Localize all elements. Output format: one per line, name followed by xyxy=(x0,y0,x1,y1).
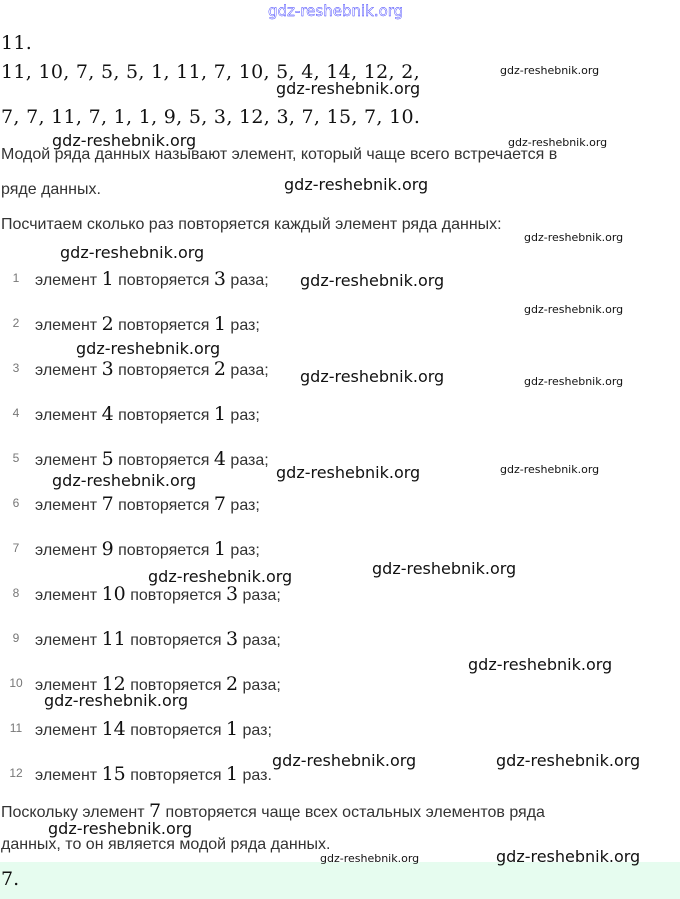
element-value: 3 xyxy=(101,358,114,380)
item-verb: повторяется xyxy=(113,452,214,469)
item-label: элемент xyxy=(35,407,102,424)
element-value: 12 xyxy=(101,673,126,695)
item-label: элемент xyxy=(35,542,102,559)
watermark: gdz-reshebnik.org xyxy=(372,559,517,578)
site-watermark-header: gdz-reshebnik.org xyxy=(268,2,404,20)
list-item-text xyxy=(35,763,272,785)
count-value: 7 xyxy=(213,493,226,515)
list-item-number: 7 xyxy=(12,541,20,555)
item-label: элемент xyxy=(35,722,102,739)
watermark: gdz-reshebnik.org xyxy=(300,367,445,386)
item-suffix: раз. xyxy=(238,767,272,784)
item-label: элемент xyxy=(35,767,102,784)
item-verb: повторяется xyxy=(125,632,226,649)
mode-definition-line-1: Модой ряда данных называют элемент, который чаще всего встречается в xyxy=(1,146,558,163)
item-suffix: раз; xyxy=(225,407,260,424)
item-verb: повторяется xyxy=(113,542,214,559)
list-item-text xyxy=(35,313,260,335)
list-item-number: 4 xyxy=(12,406,20,420)
element-value: 11 xyxy=(101,628,126,650)
watermark: gdz-reshebnik.org xyxy=(524,375,624,388)
watermark: gdz-reshebnik.org xyxy=(524,231,624,244)
list-item xyxy=(0,626,440,650)
mode-value: 7 xyxy=(148,800,162,822)
list-item xyxy=(0,491,440,515)
item-suffix: раза; xyxy=(238,587,281,604)
item-verb: повторяется xyxy=(113,407,214,424)
list-item-text xyxy=(35,493,260,515)
item-suffix: раз; xyxy=(225,542,260,559)
item-verb: повторяется xyxy=(113,317,214,334)
count-value: 4 xyxy=(213,448,226,470)
count-value: 2 xyxy=(225,673,239,695)
count-intro: Посчитаем сколько раз повторяется каждый элемент ряда данных: xyxy=(1,216,502,233)
conclusion-text-start: Поскольку элемент xyxy=(1,804,149,821)
watermark: gdz-reshebnik.org xyxy=(496,751,641,770)
item-suffix: раза; xyxy=(225,452,269,469)
list-item-number: 9 xyxy=(12,631,20,645)
element-value: 15 xyxy=(101,763,126,785)
count-value: 1 xyxy=(225,718,239,740)
watermark: gdz-reshebnik.org xyxy=(496,847,641,866)
list-item-number: 11 xyxy=(9,721,23,735)
item-suffix: раза; xyxy=(225,272,269,289)
list-item xyxy=(0,311,440,335)
element-value: 9 xyxy=(101,538,114,560)
element-value: 2 xyxy=(101,313,114,335)
watermark: gdz-reshebnik.org xyxy=(52,131,197,150)
watermark: gdz-reshebnik.org xyxy=(272,751,417,770)
item-label: элемент xyxy=(35,272,102,289)
watermark: gdz-reshebnik.org xyxy=(148,567,293,586)
item-verb: повторяется xyxy=(125,587,226,604)
task-number: 11. xyxy=(1,32,33,54)
list-item-text xyxy=(35,268,269,290)
item-verb: повторяется xyxy=(125,767,226,784)
item-suffix: раз; xyxy=(225,317,260,334)
list-item-number: 12 xyxy=(9,766,23,780)
watermark: gdz-reshebnik.org xyxy=(44,691,189,710)
item-suffix: раза; xyxy=(225,362,269,379)
count-value: 1 xyxy=(225,763,239,785)
mode-definition-line-2: ряде данных. xyxy=(1,181,101,198)
item-verb: повторяется xyxy=(113,497,214,514)
item-label: элемент xyxy=(35,587,102,604)
item-label: элемент xyxy=(35,317,102,334)
list-item-number: 8 xyxy=(12,586,20,600)
watermark: gdz-reshebnik.org xyxy=(300,271,445,290)
data-series-line-1: 11, 10, 7, 5, 5, 1, 11, 7, 10, 5, 4, 14, 12, 2, xyxy=(1,61,420,83)
watermark: gdz-reshebnik.org xyxy=(468,655,613,674)
list-item-text xyxy=(35,403,260,425)
list-item-number: 3 xyxy=(12,361,20,375)
watermark: gdz-reshebnik.org xyxy=(320,852,420,865)
item-suffix: раз; xyxy=(225,497,260,514)
count-value: 3 xyxy=(225,628,239,650)
answer-panel xyxy=(0,862,680,899)
element-value: 5 xyxy=(101,448,114,470)
list-item xyxy=(0,401,440,425)
watermark: gdz-reshebnik.org xyxy=(48,819,193,838)
list-item-text xyxy=(35,583,281,605)
count-value: 1 xyxy=(213,403,226,425)
list-item-number: 2 xyxy=(12,316,20,330)
watermark: gdz-reshebnik.org xyxy=(76,339,221,358)
count-value: 3 xyxy=(225,583,239,605)
item-label: элемент xyxy=(35,497,102,514)
element-value: 4 xyxy=(101,403,114,425)
list-item-number: 5 xyxy=(12,451,20,465)
list-item xyxy=(0,716,440,740)
item-label: элемент xyxy=(35,452,102,469)
item-label: элемент xyxy=(35,362,102,379)
item-suffix: раза; xyxy=(238,632,281,649)
watermark: gdz-reshebnik.org xyxy=(52,471,197,490)
count-value: 2 xyxy=(213,358,226,380)
watermark: gdz-reshebnik.org xyxy=(500,64,600,77)
watermark: gdz-reshebnik.org xyxy=(284,175,429,194)
watermark: gdz-reshebnik.org xyxy=(60,243,205,262)
element-value: 7 xyxy=(101,493,114,515)
list-item-number: 1 xyxy=(12,271,20,285)
item-verb: повторяется xyxy=(125,677,226,694)
watermark: gdz-reshebnik.org xyxy=(508,136,608,149)
list-item-text xyxy=(35,538,260,560)
answer-value: 7. xyxy=(1,868,20,890)
item-label: элемент xyxy=(35,632,102,649)
item-suffix: раз; xyxy=(238,722,272,739)
watermark: gdz-reshebnik.org xyxy=(524,303,624,316)
list-item xyxy=(0,536,440,560)
watermark: gdz-reshebnik.org xyxy=(276,79,421,98)
item-suffix: раза; xyxy=(238,677,281,694)
list-item-number: 10 xyxy=(9,676,23,690)
count-value: 1 xyxy=(213,313,226,335)
watermark: gdz-reshebnik.org xyxy=(500,463,600,476)
watermark: gdz-reshebnik.org xyxy=(276,463,421,482)
item-label: элемент xyxy=(35,677,102,694)
item-verb: повторяется xyxy=(125,722,226,739)
data-series-line-2: 7, 7, 11, 7, 1, 1, 9, 5, 3, 12, 3, 7, 15, 7, 10. xyxy=(1,106,421,128)
list-item-text xyxy=(35,358,269,380)
list-item-number: 6 xyxy=(12,496,20,510)
item-verb: повторяется xyxy=(113,362,214,379)
element-value: 14 xyxy=(101,718,126,740)
count-value: 1 xyxy=(213,538,226,560)
element-value: 1 xyxy=(101,268,114,290)
list-item-text xyxy=(35,448,269,470)
item-verb: повторяется xyxy=(113,272,214,289)
list-item-text xyxy=(35,628,281,650)
conclusion-line-2: данных, то он является модой ряда данных. xyxy=(1,836,331,853)
element-value: 10 xyxy=(101,583,126,605)
list-item-text xyxy=(35,718,272,740)
count-value: 3 xyxy=(213,268,226,290)
conclusion-text-end: повторяется чаще всех остальных элементов ряда xyxy=(161,804,545,821)
